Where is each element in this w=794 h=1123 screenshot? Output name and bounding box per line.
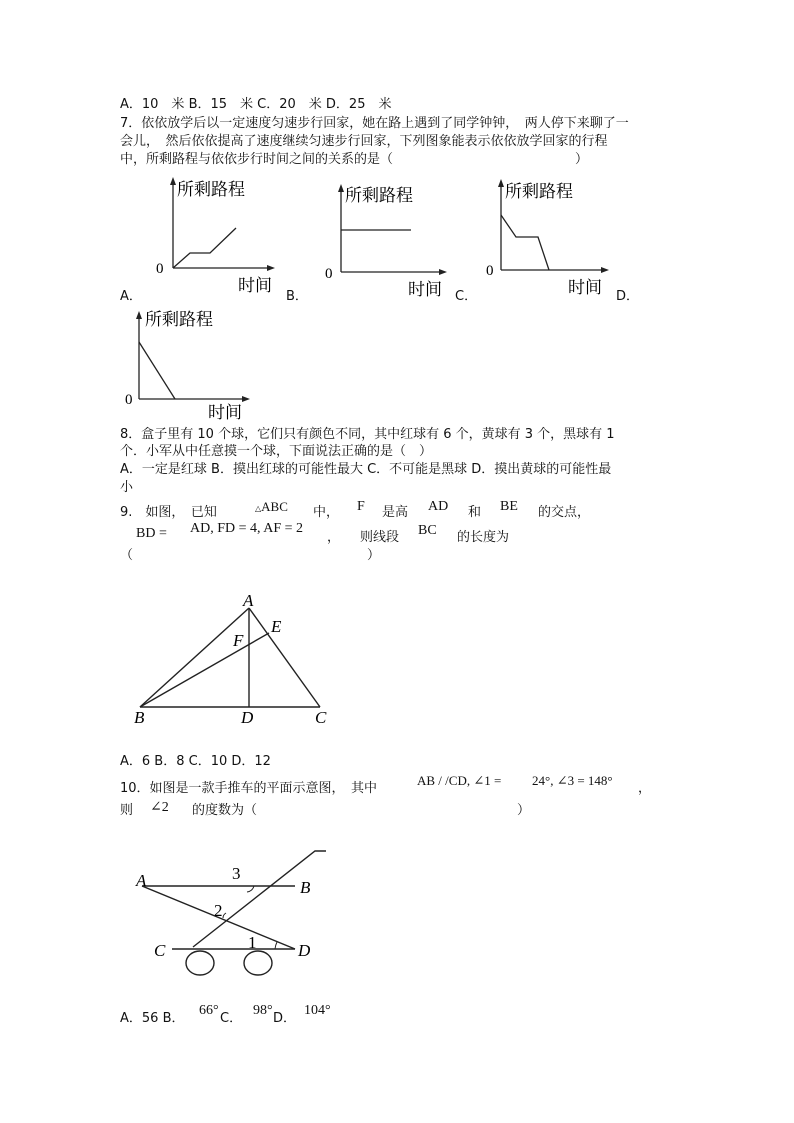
q10-label-a: A (136, 871, 147, 890)
q10-label-c: C (154, 941, 166, 960)
q7-line2: 会儿， 然后依依提高了速度继续匀速步行回家，下列图象能表示依依放学回家的行程 (120, 134, 608, 149)
q10-label-b: B (300, 878, 311, 897)
q7-graph-a (150, 175, 300, 300)
q9-label-f: F (233, 631, 244, 650)
graph-d-x-label: 时间 (208, 403, 242, 423)
q7-option-a: A． (120, 289, 142, 304)
q9-f: F (357, 499, 365, 514)
q10-cart-figure (130, 845, 350, 985)
q10-label-d: D (298, 941, 311, 960)
graph-a-y-label: 所剩路程 (177, 180, 245, 200)
q9-text-5: 的交点， (538, 505, 591, 520)
q10-cond-1: AB / /CD, ∠1 = (417, 773, 502, 788)
q7-option-d: D． (616, 289, 640, 304)
q9-text-1: 9. 如图， 已知 (120, 505, 217, 520)
q9-text-7: 的长度为 (457, 530, 510, 545)
q9-label-a: A (243, 591, 254, 610)
graph-a-x-label: 时间 (238, 276, 272, 296)
q9-text-3: 是高 (382, 505, 409, 520)
q8-line1: 8．盒子里有 10 个球，它们只有颜色不同，其中红球有 6 个，黄球有 3 个，黑球有 1 (120, 427, 615, 442)
q7-option-c: C． (455, 289, 478, 304)
q7-line1: 7．依依放学后以一定速度匀速步行回家，她在路上遇到了同学钟钟， 两人停下来聊了一 (120, 116, 629, 131)
q9-text-4: 和 (468, 505, 482, 520)
q10-cond-2: 24°, ∠3 = 148° (532, 773, 613, 788)
q9-label-c: C (315, 708, 327, 727)
q9-triangle: △ABC (255, 499, 288, 514)
q10-text-1: 10．如图是一款手推车的平面示意图， 其中 (120, 781, 378, 796)
q9-label-b: B (134, 708, 145, 727)
q9-label-d: D (241, 708, 254, 727)
q10-text-2: 则 (120, 803, 134, 818)
q10-option-d-label: D． (273, 1011, 297, 1026)
q9-text-2: 中， (313, 505, 340, 520)
q6-options: A．10 米 B．15 米 C．20 米 D．25 米 (120, 97, 392, 112)
q9-ad: AD (428, 499, 449, 514)
q9-options: A．6 B．8 C．10 D．12 (120, 754, 271, 769)
graph-d-origin: 0 (125, 392, 133, 408)
q10-option-c-value: 98° (253, 1003, 273, 1018)
q7-graph-d (120, 305, 280, 430)
q10-angle-2: ∠2 (150, 800, 169, 815)
q10-option-d-value: 104° (304, 1003, 331, 1018)
q9-be: BE (500, 499, 518, 514)
q9-cond: AD, FD = 4, AF = 2 (190, 521, 304, 536)
q10-comma: ， (638, 781, 652, 796)
graph-b-x-label: 时间 (408, 280, 442, 300)
graph-c-origin: 0 (486, 263, 494, 279)
q10-text-3: 的度数为（ ） (192, 803, 531, 818)
q9-bc: BC (418, 523, 437, 538)
graph-a-origin: 0 (156, 261, 164, 277)
q10-angle-1-label: 1 (248, 933, 257, 952)
graph-d-y-label: 所剩路程 (145, 310, 213, 330)
q9-bd: BD = (136, 526, 167, 541)
q7-option-b: B． (286, 289, 308, 304)
graph-c-y-label: 所剩路程 (505, 182, 573, 202)
q9-comma: ， (327, 530, 341, 545)
graph-b-y-label: 所剩路程 (345, 186, 413, 206)
graph-b-origin: 0 (325, 266, 333, 282)
q9-answer-paren: （ ） (120, 548, 381, 563)
q7-graph-b (320, 180, 470, 305)
q9-text-6: 则线段 (360, 530, 400, 545)
q7-graph-c (480, 175, 630, 300)
q8-line4: 小 (120, 480, 134, 495)
q10-option-b-value: 66° (199, 1003, 219, 1018)
q9-triangle-figure (125, 590, 345, 730)
q9-label-e: E (271, 617, 282, 636)
q10-angle-2-label: 2 (214, 901, 223, 920)
q10-option-a: A．56 B． (120, 1011, 185, 1026)
q7-line3: 中，所剩路程与依依步行时间之间的关系的是（ ） (120, 152, 589, 167)
q10-angle-3-label: 3 (232, 864, 241, 883)
q8-line2: 个．小军从中任意摸一个球，下面说法正确的是（ ） (120, 444, 433, 459)
graph-c-x-label: 时间 (568, 278, 602, 298)
q10-option-c-label: C． (220, 1011, 243, 1026)
q9-triangle-label: ABC (261, 499, 288, 514)
q8-line3: A．一定是红球 B．摸出红球的可能性最大 C．不可能是黑球 D．摸出黄球的可能性最 (120, 462, 612, 477)
